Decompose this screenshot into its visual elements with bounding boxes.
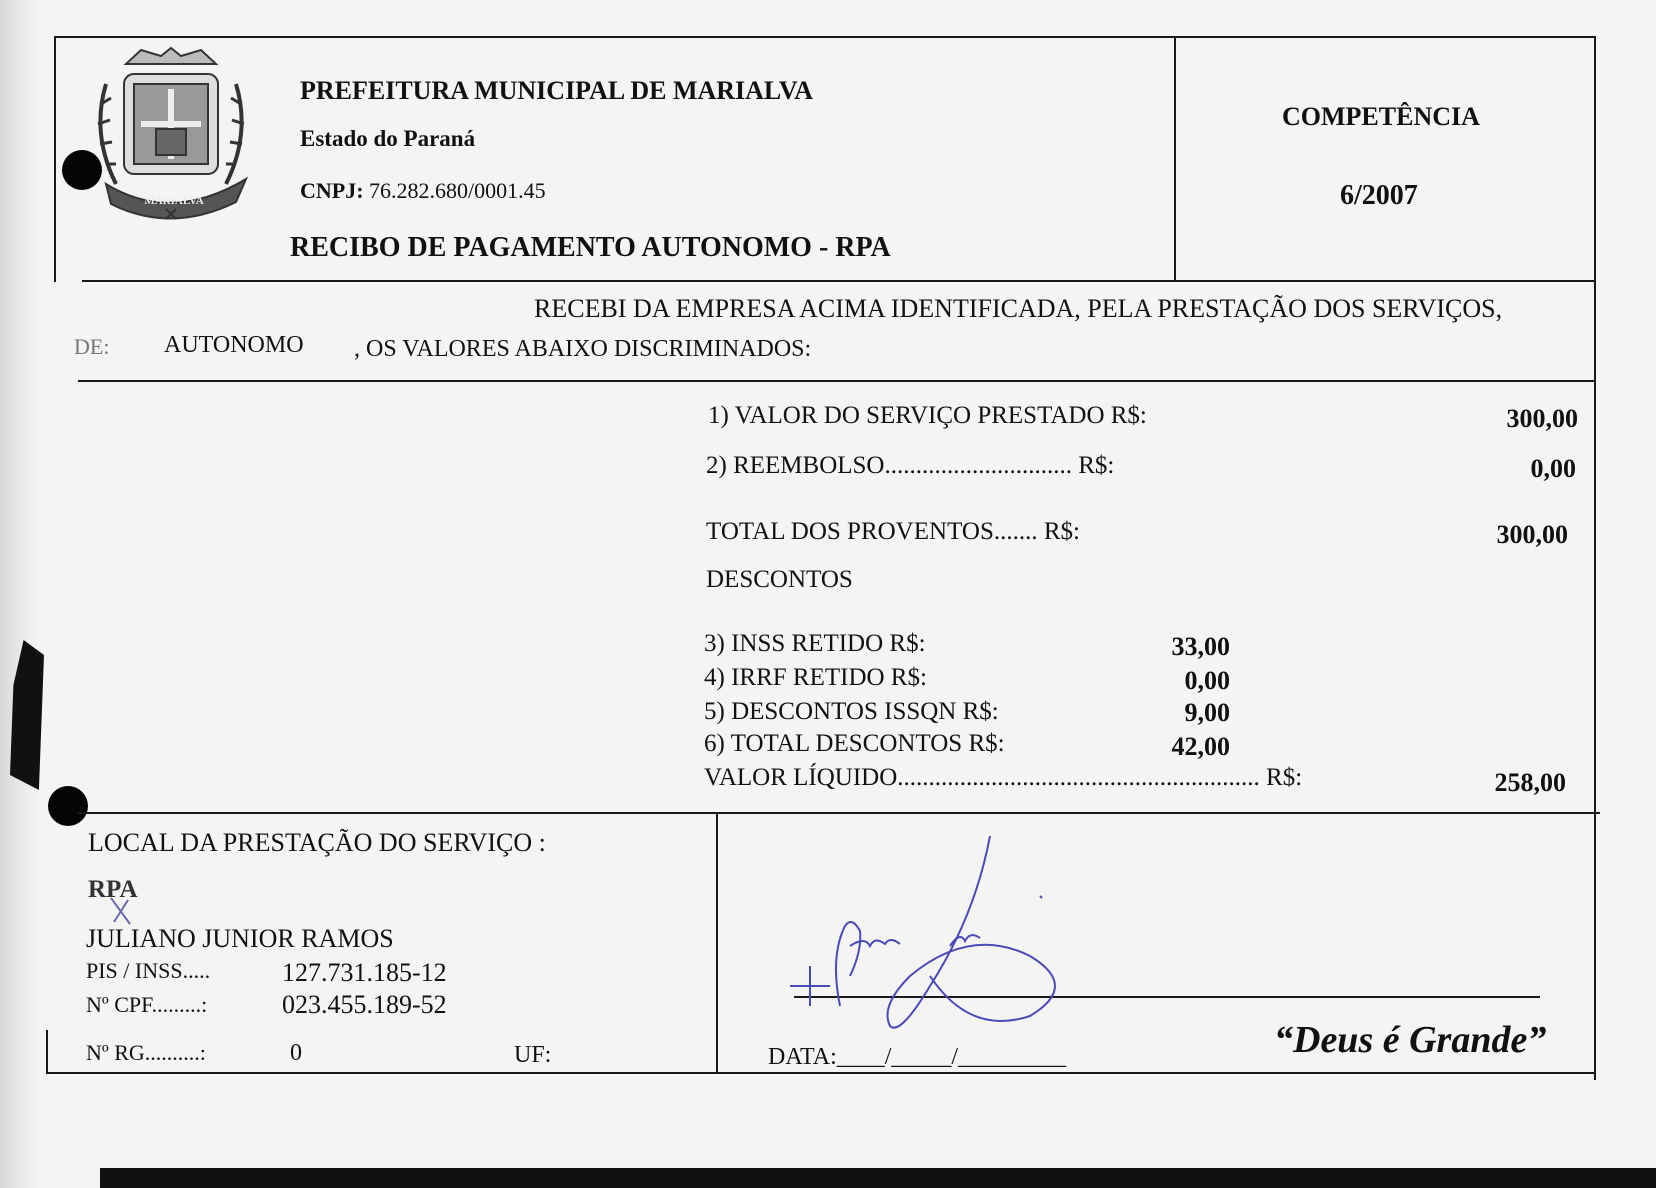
irrf-label: 4) IRRF RETIDO R$: [704,664,927,691]
punch-hole-bottom [48,786,88,826]
service-type: AUTONOMO [164,332,304,358]
frame-top [54,36,1596,38]
inss-label: 3) INSS RETIDO R$: [704,630,926,657]
rg-label: Nº RG..........: [86,1040,206,1065]
uf-label: UF: [514,1042,552,1068]
cnpj-value: 76.282.680/0001.45 [369,178,546,203]
total-descontos-value: 42,00 [1171,732,1230,761]
frame-bottom [46,1072,1596,1074]
motto: “Deus é Grande” [1274,1019,1547,1061]
issqn-value: 9,00 [1184,698,1230,727]
competencia-value: 6/2007 [1340,180,1418,211]
worker-name: JULIANO JUNIOR RAMOS [86,924,394,953]
valor-liquido-value: 258,00 [1494,768,1566,797]
handwritten-signature [790,836,1080,1036]
date-field: DATA:____/_____/_________ [768,1044,1067,1070]
local-prestacao-label: LOCAL DA PRESTAÇÃO DO SERVIÇO : [88,828,546,857]
total-proventos-label: TOTAL DOS PROVENTOS....... R$: [706,518,1080,545]
cpf-label: Nº CPF.........: [86,992,208,1017]
irrf-value: 0,00 [1184,666,1230,695]
descontos-heading: DESCONTOS [706,566,853,593]
header-bottom-rule [82,280,1596,282]
cnpj-line [300,178,546,204]
document-title: RECIBO DE PAGAMENTO AUTONOMO - RPA [290,232,891,263]
state-name: Estado do Paraná [300,126,476,151]
header-divider [1174,36,1176,282]
scan-bottom-shadow [100,1168,1656,1188]
service-value: 300,00 [1506,404,1578,433]
rpa-label: RPA [88,876,138,903]
de-label: DE: [74,334,110,359]
frame-right [1594,36,1596,1080]
issqn-label: 5) DESCONTOS ISSQN R$: [704,698,999,725]
reembolso-value: 0,00 [1530,454,1576,483]
values-bottom-rule [78,812,1600,814]
inss-value: 33,00 [1171,632,1230,661]
municipal-crest-logo [86,44,256,224]
footer-divider [716,812,718,1074]
scan-left-edge [0,0,40,1188]
cpf-value: 023.455.189-52 [282,990,447,1019]
reembolso-label: 2) REEMBOLSO.............................. R$: [706,452,1115,479]
total-descontos-label: 6) TOTAL DESCONTOS R$: [704,730,1005,757]
frame-left-top [54,36,56,282]
valor-liquido-label: VALOR LÍQUIDO.......................................................... R$: [704,764,1303,791]
competencia-label: COMPETÊNCIA [1282,102,1480,131]
frame-left-bottom [46,1030,48,1074]
intro-bottom-rule [78,380,1596,382]
org-name: PREFEITURA MUNICIPAL DE MARIALVA [300,76,814,105]
handwritten-x-mark [108,896,134,926]
svg-text:MARIALVA: MARIALVA [144,195,204,207]
total-proventos-value: 300,00 [1496,520,1568,549]
cnpj-label: CNPJ: [300,178,364,203]
intro-line-1: RECEBI DA EMPRESA ACIMA IDENTIFICADA, PELA PRESTAÇÃO DOS SERVIÇOS, [534,294,1503,323]
service-value-label: 1) VALOR DO SERVIÇO PRESTADO R$: [708,402,1147,429]
pis-value: 127.731.185-12 [282,958,447,987]
rg-value: 0 [290,1040,302,1066]
intro-line-2: , OS VALORES ABAIXO DISCRIMINADOS: [354,336,812,362]
pis-label: PIS / INSS..... [86,958,211,983]
